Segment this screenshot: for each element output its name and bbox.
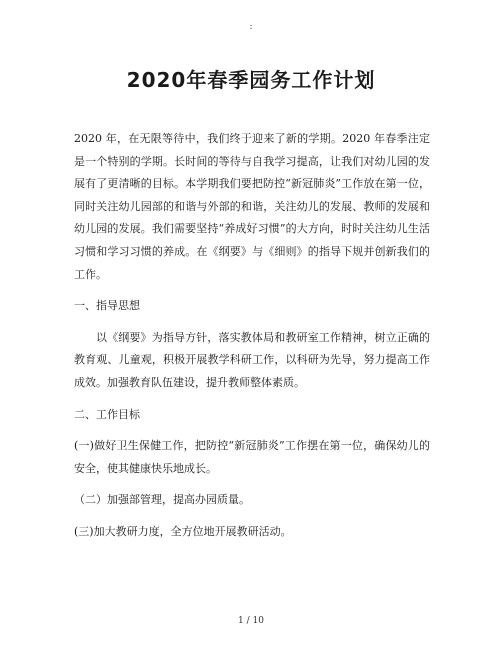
section-heading-guiding-ideology: 一、指导思想 [74, 299, 140, 313]
document-body [74, 128, 430, 544]
guiding-ideology-paragraph: 以《纲要》为指导方针，落实教体局和教研室工作精神，树立正确的教育观、儿童观，积极开展教学科研工作，以科研为先导，努力提高工作成效。加强教育队伍建设，提升教师整体素质。 [74, 330, 430, 389]
intro-paragraph: 2020 年，在无限等待中，我们终于迎来了新的学期。2020 年春季注定是一个特别的学期。长时间的等待与自我学习提高，让我们对幼儿园的发展有了更清晰的目标。本学期我们要把防控“新冠肺炎”工作放在第一位，同时关注幼儿园部的和谐与外部的和谐，关注幼儿的发展、教师的发展和幼儿园的发展。我们需要坚持“养成好习惯”的大方向，时时关注幼儿生活习惯和学习习惯的养成。在《纲要》与《细则》的指导下规并创新我们的工作。 [74, 132, 430, 281]
section-heading-work-goals: 二、工作目标 [74, 407, 140, 421]
goal-item-1: (一)做好卫生保健工作，把防控“新冠肺炎”工作摆在第一位，确保幼儿的安全，使其健康快乐地成长。 [74, 439, 430, 475]
header-mark: : [249, 22, 253, 32]
goal-item-3: (三)加大教研力度，全方位地开展教研活动。 [74, 524, 292, 538]
document-title: 2020年春季园务工作计划 [126, 68, 376, 92]
page-number: 1 / 10 [238, 616, 264, 626]
goal-item-2: （二）加强部管理，提高办园质量。 [74, 493, 250, 507]
